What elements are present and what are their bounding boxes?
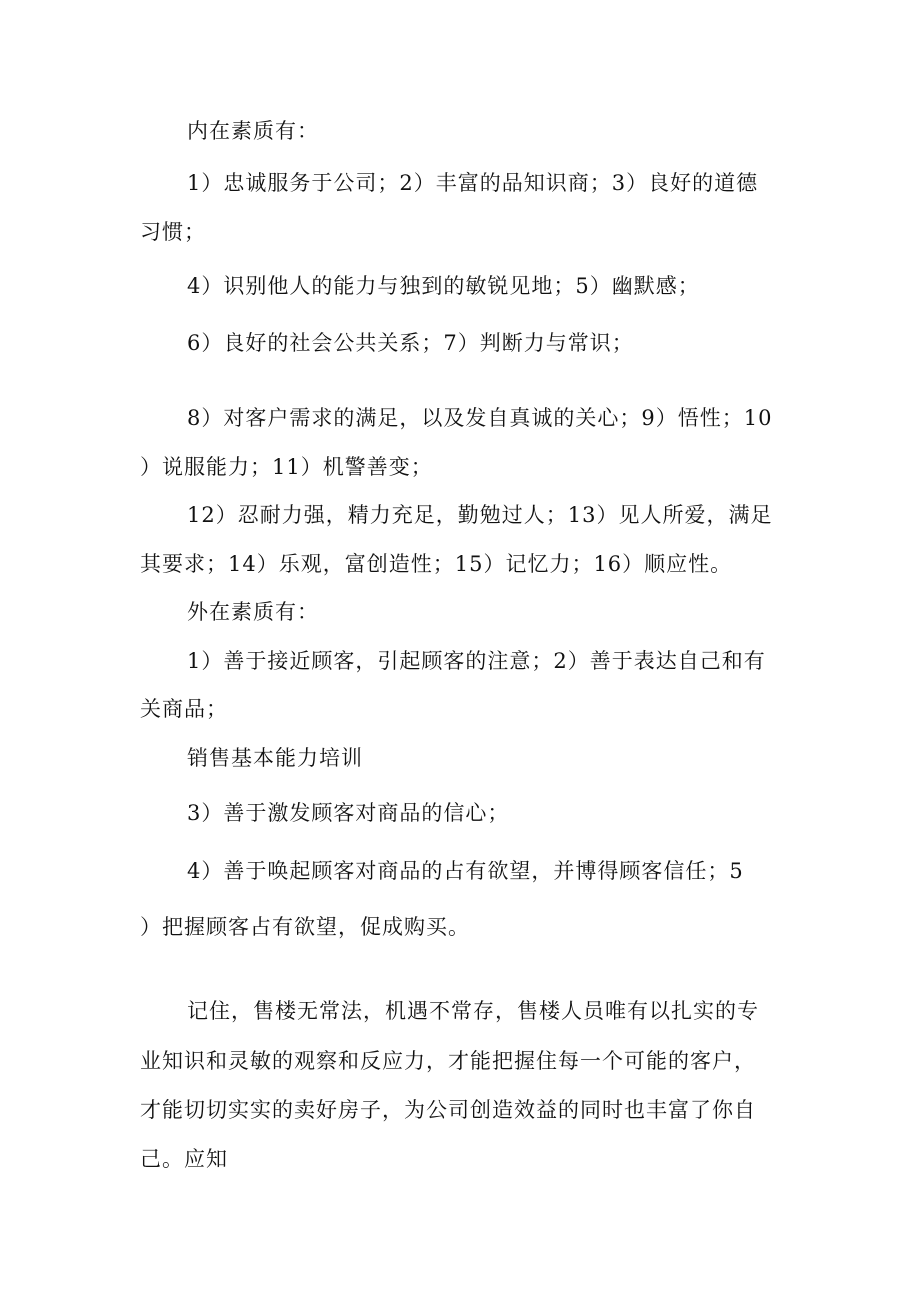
- text-line: 习惯；: [140, 220, 206, 244]
- text-line: 1）忠诚服务于公司；2）丰富的品知识商；3）良好的道德: [187, 171, 759, 195]
- text-line: 1）善于接近顾客，引起顾客的注意；2）善于表达自己和有: [187, 649, 766, 673]
- text-line: 记住，售楼无常法，机遇不常存，售楼人员唯有以扎实的专: [187, 999, 759, 1023]
- text-line: 业知识和灵敏的观察和反应力，才能把握住每一个可能的客户，: [140, 1049, 756, 1073]
- text-line: 8）对客户需求的满足，以及发自真诚的关心；9）悟性；10: [187, 406, 773, 430]
- section-heading: 销售基本能力培训: [187, 746, 363, 770]
- text-line: 己。应知: [140, 1147, 228, 1171]
- text-line: 其要求；14）乐观，富创造性；15）记忆力；16）顺应性。: [140, 552, 733, 576]
- text-line: 关商品；: [140, 697, 228, 721]
- text-line: 3）善于激发顾客对商品的信心；: [187, 801, 510, 825]
- text-line: 4）善于唤起顾客对商品的占有欲望，并博得顾客信任；5: [187, 859, 744, 883]
- text-line: 内在素质有：: [187, 119, 319, 143]
- text-line: 4）识别他人的能力与独到的敏锐见地；5）幽默感；: [187, 274, 700, 298]
- text-line: ）说服能力；11）机警善变；: [140, 455, 433, 479]
- text-line: ）把握顾客占有欲望，促成购买。: [140, 915, 470, 939]
- text-line: 12）忍耐力强，精力充足，勤勉过人；13）见人所爱，满足: [187, 503, 773, 527]
- text-line: 6）良好的社会公共关系；7）判断力与常识；: [187, 331, 634, 355]
- text-line: 才能切切实实的卖好房子，为公司创造效益的同时也丰富了你自: [140, 1098, 756, 1122]
- text-line: 外在素质有：: [187, 600, 319, 624]
